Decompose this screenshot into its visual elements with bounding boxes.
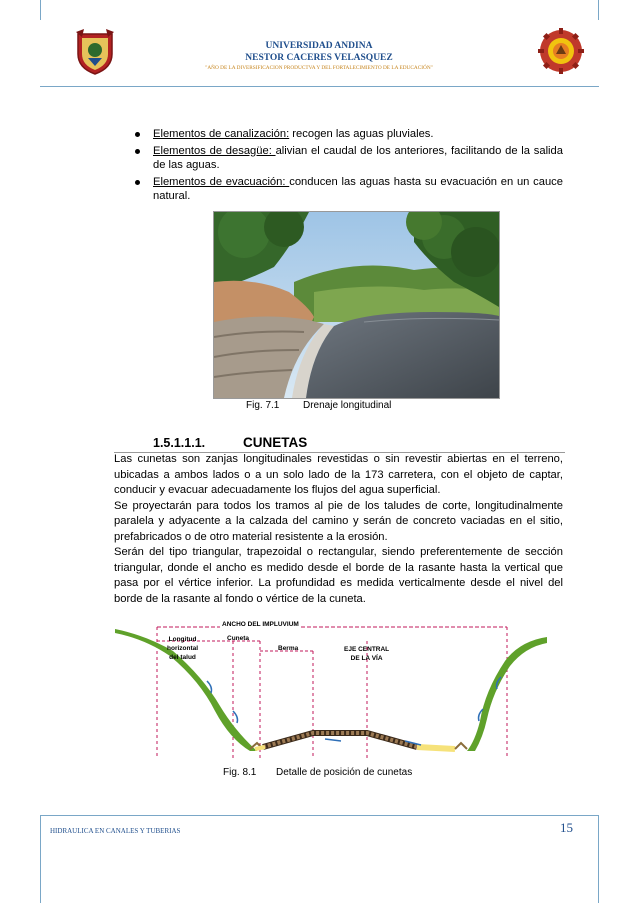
cuneta-cross-section-diagram [115,611,547,759]
page-number: 15 [560,820,573,835]
label-berma: Berma [278,645,299,652]
bullet-term: Elementos de evacuación: [153,175,290,188]
bullet-text: alivian el caudal de los anteriores, facilitando de la salida de las aguas. [153,144,563,171]
bullet-text: conducen las aguas hasta su evacuación en un cauce natural. [153,175,563,202]
bullet-text: recogen las aguas pluviales. [289,128,434,140]
bullet-icon [135,149,140,154]
figure1-caption: Drenaje longitudinal [303,400,392,411]
road-drainage-photo [213,211,500,399]
figure1-number: Fig. 7.1 [246,400,280,411]
list-item [135,144,563,173]
footer-rule [40,815,599,816]
list-item [135,127,563,142]
label-impluvium: ANCHO DEL IMPLUVIUM [222,621,299,628]
header-person: NESTOR CACERES VELASQUEZ [245,53,393,63]
body-text [114,452,563,607]
label-eje-central: EJE CENTRAL DE LA VÍA [344,646,390,662]
label-cuneta: Cuneta [227,635,250,642]
header-motto: "AÑO DE LA DIVERSIFICACION PRODUCTVA Y DEL FORTALECIMIENTO DE LA EDUCACIÓN" [205,65,433,71]
frame-left-line [40,0,41,20]
bullet-icon [135,180,140,185]
frame-right-bottom [598,815,599,903]
paragraph: Se proyectarán para todos los tramos al pie de los taludes de corte, longitudinalmente paralela y adyacente a la calzada del camino y serán de concreto vaciadas en el sitio, prefabricados o de otro material resistente a la erosión. [114,499,563,543]
label-talud: Longitud horizontal del talud [167,636,199,661]
frame-left-bottom [40,815,41,903]
bullet-term: Elementos de desagüe: [153,144,276,157]
header-university: UNIVERSIDAD ANDINA [265,41,373,51]
paragraph: Las cunetas son zanjas longitudinales revestidas o sin revestir abiertas en el terreno, ubicadas a ambos lados o a un solo lado de la 173 carretera, con el objeto de captar, conducir y evacuar adecuadamente los flujos del agua superficial. [114,453,563,496]
list-item [135,175,563,204]
section-title: CUNETAS [243,435,308,450]
frame-right-line [598,0,599,20]
figure2-caption: Detalle de posición de cunetas [276,767,413,778]
section-number: 1.5.1.1.1. [153,436,206,450]
bullet-term: Elementos de canalización: [153,128,290,140]
footer-course: HIDRAULICA EN CANALES Y TUBERIAS [50,827,181,835]
paragraph: Serán del tipo triangular, trapezoidal o rectangular, siendo preferentemente de sección triangular, donde el ancho es medido desde el borde de la rasante hasta la vertical que pasa por el vértice inferior. La profundidad es medida verticalmente desde el nivel del borde de la rasante al fondo o vértice de la cuneta. [114,546,563,605]
figure2-number: Fig. 8.1 [223,767,257,778]
header-rule [40,86,599,87]
bullet-list [135,127,563,204]
bullet-icon [135,132,140,137]
